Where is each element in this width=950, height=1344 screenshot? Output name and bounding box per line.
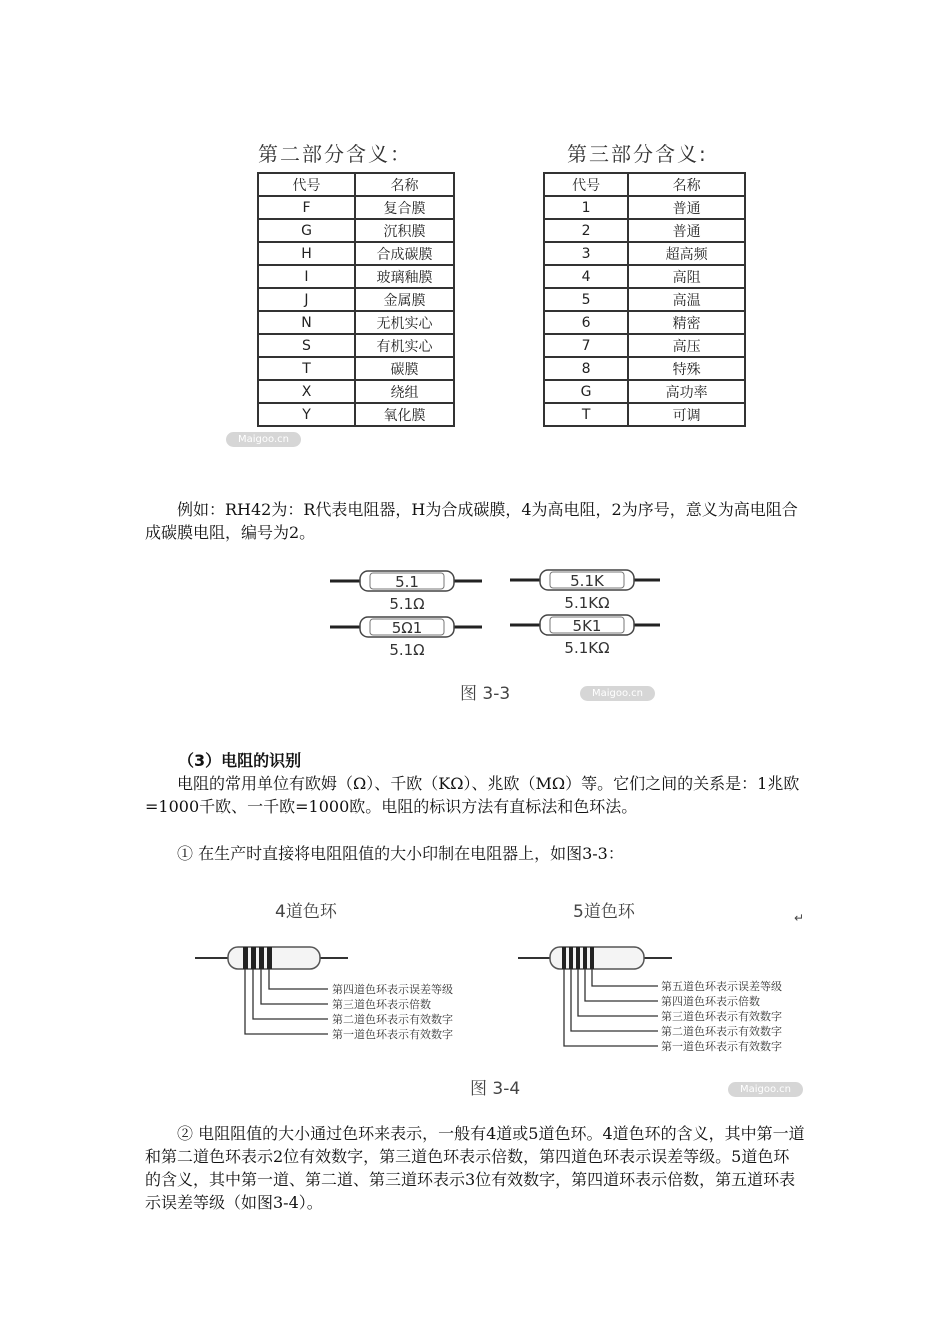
code-cell: 6 bbox=[544, 311, 628, 334]
table-row bbox=[544, 403, 745, 426]
table-row bbox=[258, 288, 454, 311]
code-cell: 1 bbox=[544, 196, 628, 219]
table-row bbox=[258, 265, 454, 288]
name-cell: 高阻 bbox=[628, 265, 745, 288]
name-cell: 超高频 bbox=[628, 242, 745, 265]
name-cell: 沉积膜 bbox=[355, 219, 454, 242]
table-row bbox=[258, 380, 454, 403]
code-cell: I bbox=[258, 265, 355, 288]
direct-marking-paragraph: ① 在生产时直接将电阻阻值的大小印制在电阻器上，如图3-3： bbox=[177, 844, 624, 863]
table-header: 代号 bbox=[544, 173, 628, 196]
table-row bbox=[258, 219, 454, 242]
watermark: Maigoo.cn bbox=[580, 686, 655, 701]
code-cell: S bbox=[258, 334, 355, 357]
table-row bbox=[544, 334, 745, 357]
band-label: 第四道色环表示误差等级 bbox=[332, 983, 453, 996]
figure-caption: 图 3-4 bbox=[470, 1079, 521, 1099]
band-label: 第一道色环表示有效数字 bbox=[332, 1028, 453, 1041]
band-label: 第一道色环表示有效数字 bbox=[661, 1040, 782, 1053]
code-table-left bbox=[257, 172, 455, 427]
resistor-label: 5.1 bbox=[395, 573, 419, 591]
name-cell: 普通 bbox=[628, 219, 745, 242]
resistor-label: 5K1 bbox=[572, 617, 602, 635]
name-cell: 复合膜 bbox=[355, 196, 454, 219]
code-cell: G bbox=[544, 380, 628, 403]
resistor-5-1 bbox=[330, 571, 482, 613]
resistor-5k1 bbox=[510, 615, 660, 657]
name-cell: 高温 bbox=[628, 288, 745, 311]
figure-3-4 bbox=[190, 895, 830, 1105]
code-cell: 4 bbox=[544, 265, 628, 288]
code-cell: 7 bbox=[544, 334, 628, 357]
resistor-value: 5.1KΩ bbox=[564, 594, 610, 612]
name-cell: 有机实心 bbox=[355, 334, 454, 357]
figure-3-3 bbox=[320, 560, 680, 705]
code-cell: H bbox=[258, 242, 355, 265]
band-label: 第三道色环表示倍数 bbox=[332, 998, 431, 1011]
name-cell: 精密 bbox=[628, 311, 745, 334]
resistor-5-1k bbox=[510, 570, 660, 612]
table-right-block bbox=[567, 138, 708, 167]
band-label: 第五道色环表示误差等级 bbox=[661, 980, 782, 993]
band-label: 第二道色环表示有效数字 bbox=[661, 1025, 782, 1038]
table-row bbox=[258, 196, 454, 219]
code-cell: 5 bbox=[544, 288, 628, 311]
resistor-label: 5.1K bbox=[570, 572, 604, 590]
watermark: Maigoo.cn bbox=[226, 432, 301, 447]
table-header: 名称 bbox=[355, 173, 454, 196]
table-row bbox=[544, 380, 745, 403]
table-row bbox=[544, 357, 745, 380]
name-cell: 氧化膜 bbox=[355, 403, 454, 426]
name-cell: 特殊 bbox=[628, 357, 745, 380]
resistor-value: 5.1Ω bbox=[389, 641, 425, 659]
name-cell: 金属膜 bbox=[355, 288, 454, 311]
table-header: 代号 bbox=[258, 173, 355, 196]
table-row bbox=[258, 403, 454, 426]
table-row bbox=[258, 334, 454, 357]
table-row bbox=[258, 242, 454, 265]
color-ring-paragraph: ② 电阻阻值的大小通过色环来表示，一般有4道或5道色环。4道色环的含义，其中第一道和第二道色环表示2位有效数字，第三道色环表示倍数，第四道色环表示误差等级。5道色环的含义，其中第一道、第二道、第三道环表示3位有效数字，第四道环表示倍数，第五道环表示误差等级（如图3-4）。 bbox=[145, 1124, 805, 1212]
resistor-value: 5.1KΩ bbox=[564, 639, 610, 657]
code-cell: 3 bbox=[544, 242, 628, 265]
figure-caption: 图 3-3 bbox=[460, 684, 511, 704]
code-cell: T bbox=[258, 357, 355, 380]
band-label: 第二道色环表示有效数字 bbox=[332, 1013, 453, 1026]
table-row bbox=[544, 219, 745, 242]
table-right-title: 第三部分含义: bbox=[567, 142, 708, 166]
code-cell: G bbox=[258, 219, 355, 242]
name-cell: 高压 bbox=[628, 334, 745, 357]
code-cell: 2 bbox=[544, 219, 628, 242]
code-cell: 8 bbox=[544, 357, 628, 380]
table-row bbox=[544, 288, 745, 311]
code-cell: N bbox=[258, 311, 355, 334]
code-table-right bbox=[543, 172, 746, 427]
name-cell: 绕组 bbox=[355, 380, 454, 403]
example-paragraph: 例如：RH42为：R代表电阻器，H为合成碳膜，4为高电阻，2为序号，意义为高电阻合成碳膜电阻，编号为2。 bbox=[145, 500, 798, 542]
name-cell: 高功率 bbox=[628, 380, 745, 403]
table-row bbox=[544, 311, 745, 334]
fig4-left-title: 4道色环 bbox=[275, 902, 337, 922]
table-header: 名称 bbox=[628, 173, 745, 196]
table-left-block bbox=[258, 138, 412, 167]
resistor-5-ohm-1 bbox=[330, 617, 482, 659]
band-label: 第四道色环表示倍数 bbox=[661, 995, 760, 1008]
band-label: 第三道色环表示有效数字 bbox=[661, 1010, 782, 1023]
table-row bbox=[544, 242, 745, 265]
code-cell: J bbox=[258, 288, 355, 311]
table-left-title: 第二部分含义： bbox=[258, 142, 412, 166]
code-cell: F bbox=[258, 196, 355, 219]
name-cell: 无机实心 bbox=[355, 311, 454, 334]
resistor-value: 5.1Ω bbox=[389, 595, 425, 613]
name-cell: 可调 bbox=[628, 403, 745, 426]
code-cell: X bbox=[258, 380, 355, 403]
code-cell: Y bbox=[258, 403, 355, 426]
name-cell: 合成碳膜 bbox=[355, 242, 454, 265]
name-cell: 普通 bbox=[628, 196, 745, 219]
table-row bbox=[544, 196, 745, 219]
table-row bbox=[544, 265, 745, 288]
table-row bbox=[258, 311, 454, 334]
watermark: Maigoo.cn bbox=[728, 1082, 803, 1097]
resistor-label: 5Ω1 bbox=[391, 619, 423, 637]
code-cell: T bbox=[544, 403, 628, 426]
return-mark: ↵ bbox=[794, 911, 805, 925]
fig4-right-title: 5道色环 bbox=[573, 902, 635, 922]
name-cell: 玻璃釉膜 bbox=[355, 265, 454, 288]
name-cell: 碳膜 bbox=[355, 357, 454, 380]
units-paragraph: 电阻的常用单位有欧姆（Ω）、千欧（KΩ）、兆欧（MΩ）等。它们之间的关系是：1兆欧=1000千欧、一千欧=1000欧。电阻的标识方法有直标法和色环法。 bbox=[145, 774, 800, 816]
section-heading: （3）电阻的识别 bbox=[178, 751, 302, 770]
table-row bbox=[258, 357, 454, 380]
